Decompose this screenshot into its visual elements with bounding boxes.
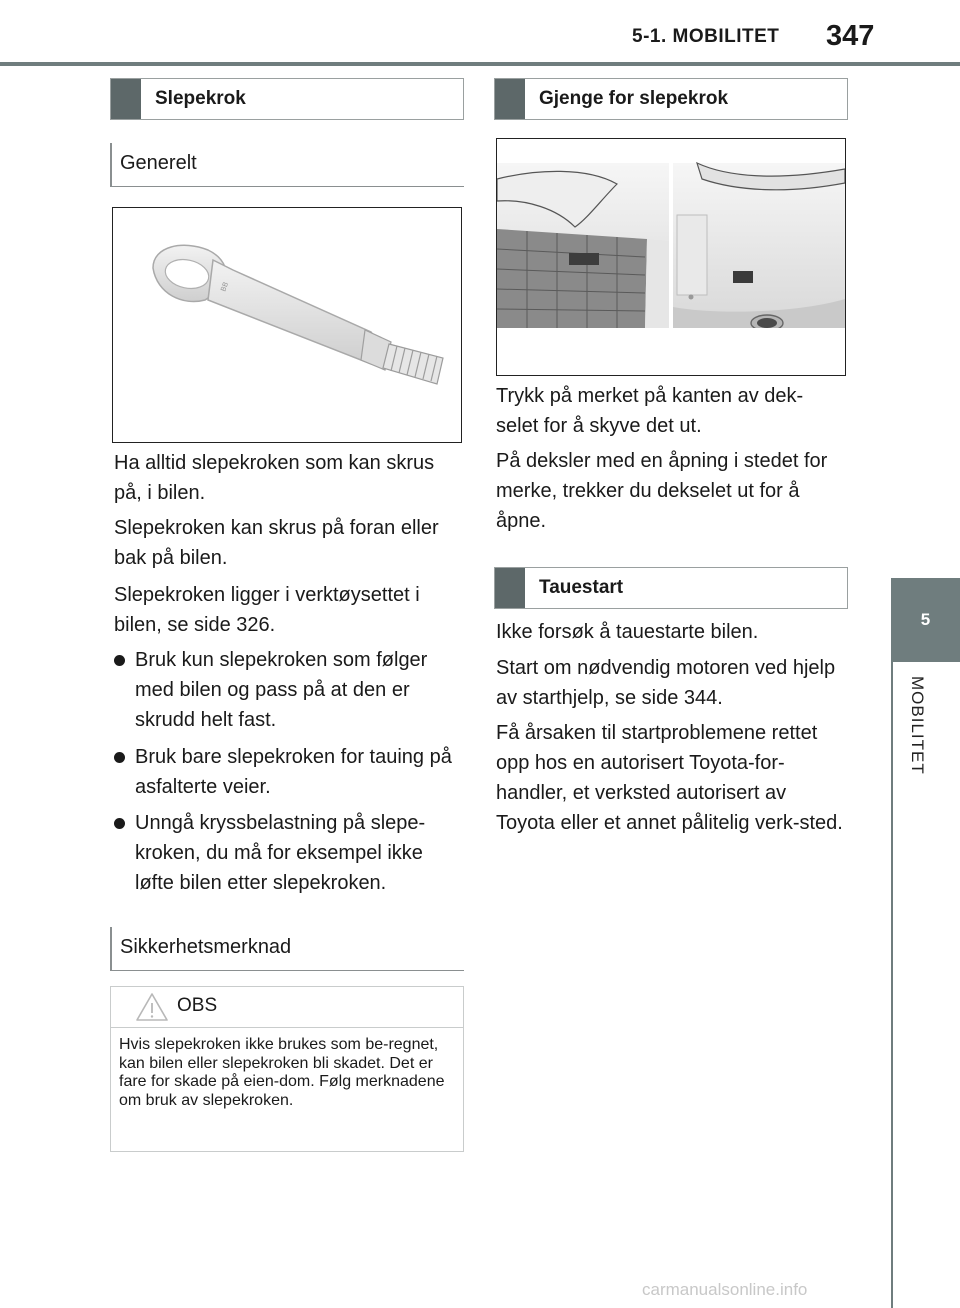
- bullet-text: Bruk bare slepekroken for tauing på asfalterte veier.: [135, 746, 452, 798]
- page-number: 347: [826, 20, 875, 52]
- svg-text:BB: BB: [219, 280, 231, 293]
- section-heading-gjenge: [494, 78, 848, 120]
- paragraph-tow-start-3: Få årsaken til startproblemene rettet opp hos en autorisert Toyota-for-handler, et verksted autorisert av Toyota eller et annet pålitelig verk-sted.: [496, 722, 843, 834]
- bullet-text: Unngå kryssbelastning på slepe-kroken, du må for eksempel ikke løfte bilen etter slepekroken.: [135, 812, 426, 894]
- bullet-item-3: [114, 808, 459, 898]
- paragraph-thread-1: Trykk på merket på kanten av dek-selet for å skyve det ut.: [496, 385, 804, 437]
- bullet-dot: [114, 818, 125, 829]
- warning-triangle-icon: [135, 992, 169, 1022]
- tow-hook-illustration: [113, 208, 461, 442]
- section-heading-bar: [495, 79, 525, 119]
- bumper-cover-illustration: [497, 139, 845, 375]
- section-heading-bar: [111, 79, 141, 119]
- paragraph-thread-2: På deksler med en åpning i stedet for merke, trekker du dekselet ut for å åpne.: [496, 450, 828, 532]
- section-heading-slepekrok: [110, 78, 464, 120]
- paragraph-tow-start-2: Start om nødvendig motoren ved hjelp av starthjelp, se side 344.: [496, 657, 836, 709]
- bullet-dot: [114, 752, 125, 763]
- paragraph-tow-start-1: Ikke forsøk å tauestarte bilen.: [496, 621, 759, 643]
- tow-hook-figure: [112, 207, 462, 443]
- bumper-figure: [496, 138, 846, 376]
- bullet-text: Bruk kun slepekroken som følger med bilen og pass på at den er skrudd helt fast.: [135, 649, 428, 731]
- warning-header: [111, 987, 463, 1028]
- section-heading-bar: [495, 568, 525, 608]
- header-rule: [0, 62, 960, 66]
- bullet-item-1: [114, 645, 459, 735]
- bullet-item-2: [114, 742, 459, 802]
- section-heading-tauestart: [494, 567, 848, 609]
- bullet-dot: [114, 655, 125, 666]
- footer-watermark-url: carmanualsonline.info: [642, 1280, 808, 1299]
- subheading-generelt: Generelt: [110, 143, 464, 187]
- chapter-tab-number: 5: [891, 578, 960, 662]
- chapter-tab-label: MOBILITET: [908, 676, 927, 775]
- running-header-section: 5-1. MOBILITET: [632, 26, 780, 47]
- warning-text: Hvis slepekroken ikke brukes som be-regnet, kan bilen eller slepekroken bli skadet. Det er fare for skade på eien-dom. Følg merknadene om bruk av slepekroken.: [119, 1036, 445, 1109]
- section-heading-title: Slepekrok: [155, 88, 246, 109]
- subheading-sikkerhetsmerknad: Sikkerhetsmerknad: [110, 927, 464, 971]
- section-heading-title: Gjenge for slepekrok: [539, 88, 729, 109]
- warning-box: [110, 986, 464, 1152]
- warning-label: OBS: [177, 995, 218, 1016]
- section-heading-title: Tauestart: [539, 577, 624, 598]
- paragraph-general-3: Slepekroken ligger i verktøysettet i bilen, se side 326.: [114, 584, 420, 636]
- paragraph-general-1: Ha alltid slepekroken som kan skrus på, i bilen.: [114, 452, 435, 504]
- paragraph-general-2: Slepekroken kan skrus på foran eller bak på bilen.: [114, 517, 439, 569]
